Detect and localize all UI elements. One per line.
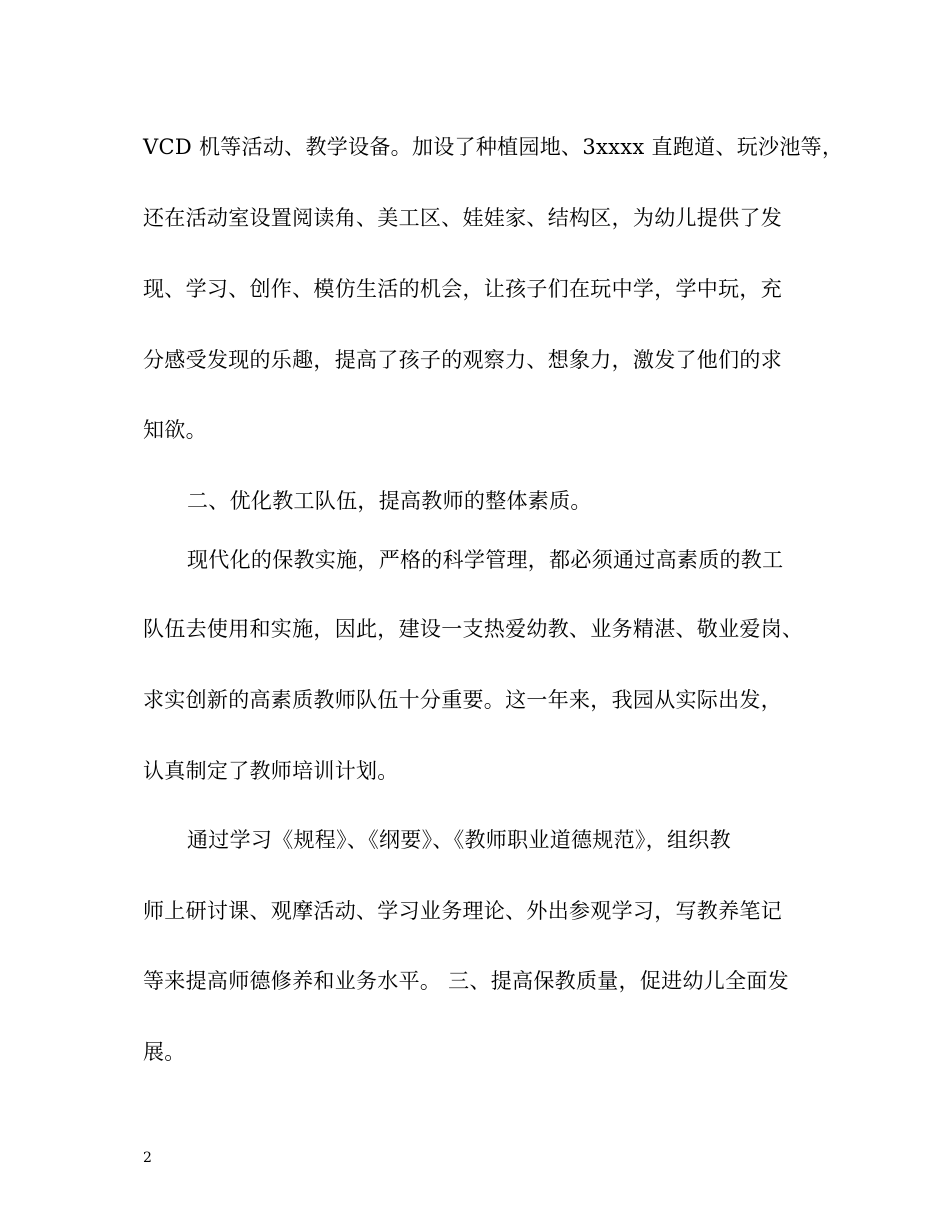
text-line: 展。	[143, 1040, 186, 1064]
text-line: 通过学习《规程》、《纲要》、《教师职业道德规范》，组织教	[187, 828, 731, 852]
text-line: 求实创新的高素质教师队伍十分重要。这一年来，我园从实际出发，	[143, 688, 782, 712]
page-number: 2	[143, 1150, 152, 1166]
text-line: 知欲。	[143, 418, 207, 442]
section-heading: 二、优化教工队伍，提高教师的整体素质。	[187, 489, 592, 513]
text-line: 分感受发现的乐趣，提高了孩子的观察力、想象力，激发了他们的求	[143, 348, 782, 372]
text-line: 师上研讨课、观摩活动、学习业务理论、外出参观学习，写教养笔记	[143, 899, 782, 923]
text-line: 等来提高师德修养和业务水平。 三、提高保教质量，促进幼儿全面发	[143, 969, 789, 993]
text-line: 认真制定了教师培训计划。	[143, 759, 399, 783]
text-line: 现、学习、创作、模仿生活的机会，让孩子们在玩中学，学中玩，充	[143, 277, 782, 301]
text-line: VCD 机等活动、教学设备。加设了种植园地、3xxxx 直跑道、玩沙池等，	[143, 135, 844, 159]
text-line: 还在活动室设置阅读角、美工区、娃娃家、结构区，为幼儿提供了发	[143, 206, 782, 230]
text-line: 现代化的保教实施，严格的科学管理，都必须通过高素质的教工	[187, 548, 784, 572]
text-line: 队伍去使用和实施，因此，建设一支热爱幼教、业务精湛、敬业爱岗、	[143, 617, 804, 641]
